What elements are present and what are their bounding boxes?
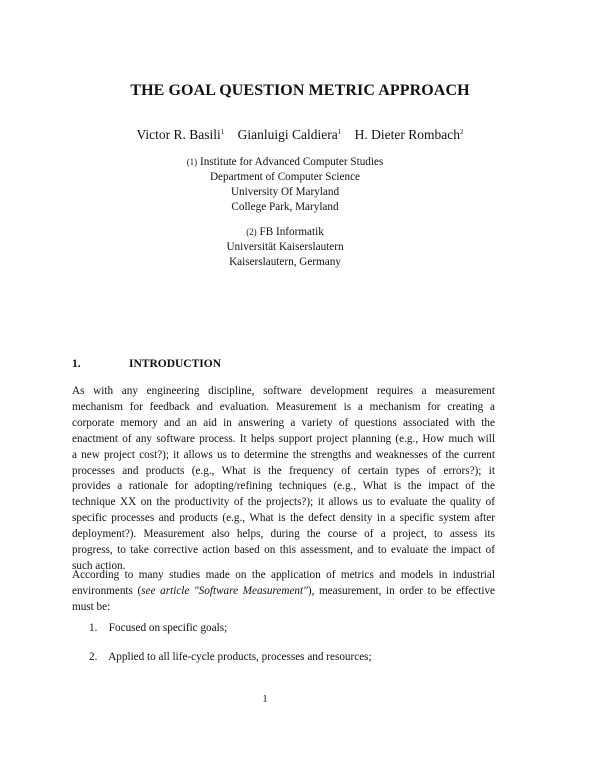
list-number: 1. <box>89 622 98 634</box>
text-line <box>72 584 495 600</box>
text-line: processes and products (e.g., What is the frequency of certain types of errors?); it <box>72 464 495 477</box>
author-name: Gianluigi Caldiera <box>237 127 338 142</box>
section-title: INTRODUCTION <box>129 358 222 370</box>
list-item <box>89 651 372 663</box>
author-3 <box>355 127 464 143</box>
author-affil-mark: 2 <box>460 128 464 136</box>
page-number: 1 <box>262 694 268 705</box>
list-text: Applied to all life-cycle products, processes and resources; <box>108 651 372 663</box>
author-1 <box>136 127 224 143</box>
author-list <box>0 127 600 143</box>
text-line: a new project cost?); it allows us to determine the strengths and weaknesses of the current <box>72 448 495 461</box>
paragraph-introduction <box>72 384 495 575</box>
text-line: According to many studies made on the application of metrics and models in industrial <box>72 569 495 581</box>
list-text: Focused on specific goals; <box>108 622 228 634</box>
author-name: H. Dieter Rombach <box>354 127 460 142</box>
text-line: provides a rationale for adopting/refining techniques (e.g., What is the impact of the <box>72 480 495 493</box>
author-name: Victor R. Basili <box>136 127 221 142</box>
text-line: progress, to take corrective action based on this assessment, and to evaluate the impact of <box>72 544 495 557</box>
affiliation-line <box>0 155 570 170</box>
affiliation-mark: (2) <box>246 227 257 237</box>
section-number: 1. <box>72 358 81 370</box>
text-line: such action. <box>72 559 126 572</box>
affiliation-institute: FB Informatik <box>259 226 324 238</box>
text-line: must be: <box>72 600 111 613</box>
list-item <box>89 622 227 634</box>
affiliation-1 <box>0 155 570 215</box>
affiliation-line: Kaiserslautern, Germany <box>229 256 341 268</box>
affiliation-line <box>0 225 570 240</box>
affiliation-mark: (1) <box>186 157 198 167</box>
text-line: corporate memory and an aid in answering a variety of questions associated with the <box>72 416 495 429</box>
affiliation-2 <box>0 225 570 270</box>
affiliation-line: College Park, Maryland <box>231 201 339 213</box>
author-affil-mark: 1 <box>337 128 342 136</box>
author-affil-mark: 1 <box>220 128 225 136</box>
section-heading <box>72 358 221 370</box>
affiliation-institute: Institute for Advanced Computer Studies <box>199 156 384 168</box>
list-number: 2. <box>89 651 98 663</box>
affiliation-line: Universität Kaiserslautern <box>226 241 344 253</box>
text-line: mechanism for feedback and evaluation. Measurement is a mechanism for creating a <box>72 400 495 413</box>
paragraph-requirements <box>72 568 495 616</box>
text-segment: ), measurement, in order to be effective <box>307 584 496 597</box>
affiliation-line: Department of Computer Science <box>209 171 361 183</box>
text-line: specific processes and products (e.g., What is the defect density in a specific system after <box>72 512 495 525</box>
author-2 <box>238 127 342 143</box>
text-segment: environments ( <box>72 584 142 597</box>
article-reference: see article "Software Measurement" <box>141 584 308 597</box>
text-line: As with any engineering discipline, software development requires a measurement <box>72 385 495 397</box>
affiliation-line: University Of Maryland <box>230 186 340 198</box>
text-line: deployment?). Measurement also helps, during the course of a project, to assess its <box>72 528 495 541</box>
paper-title: THE GOAL QUESTION METRIC APPROACH <box>130 82 470 99</box>
text-line: enactment of any software process. It helps support project planning (e.g., How much will <box>72 432 495 445</box>
text-line: technique XX on the productivity of the projects?); it allows us to evaluate the quality of <box>72 496 495 509</box>
